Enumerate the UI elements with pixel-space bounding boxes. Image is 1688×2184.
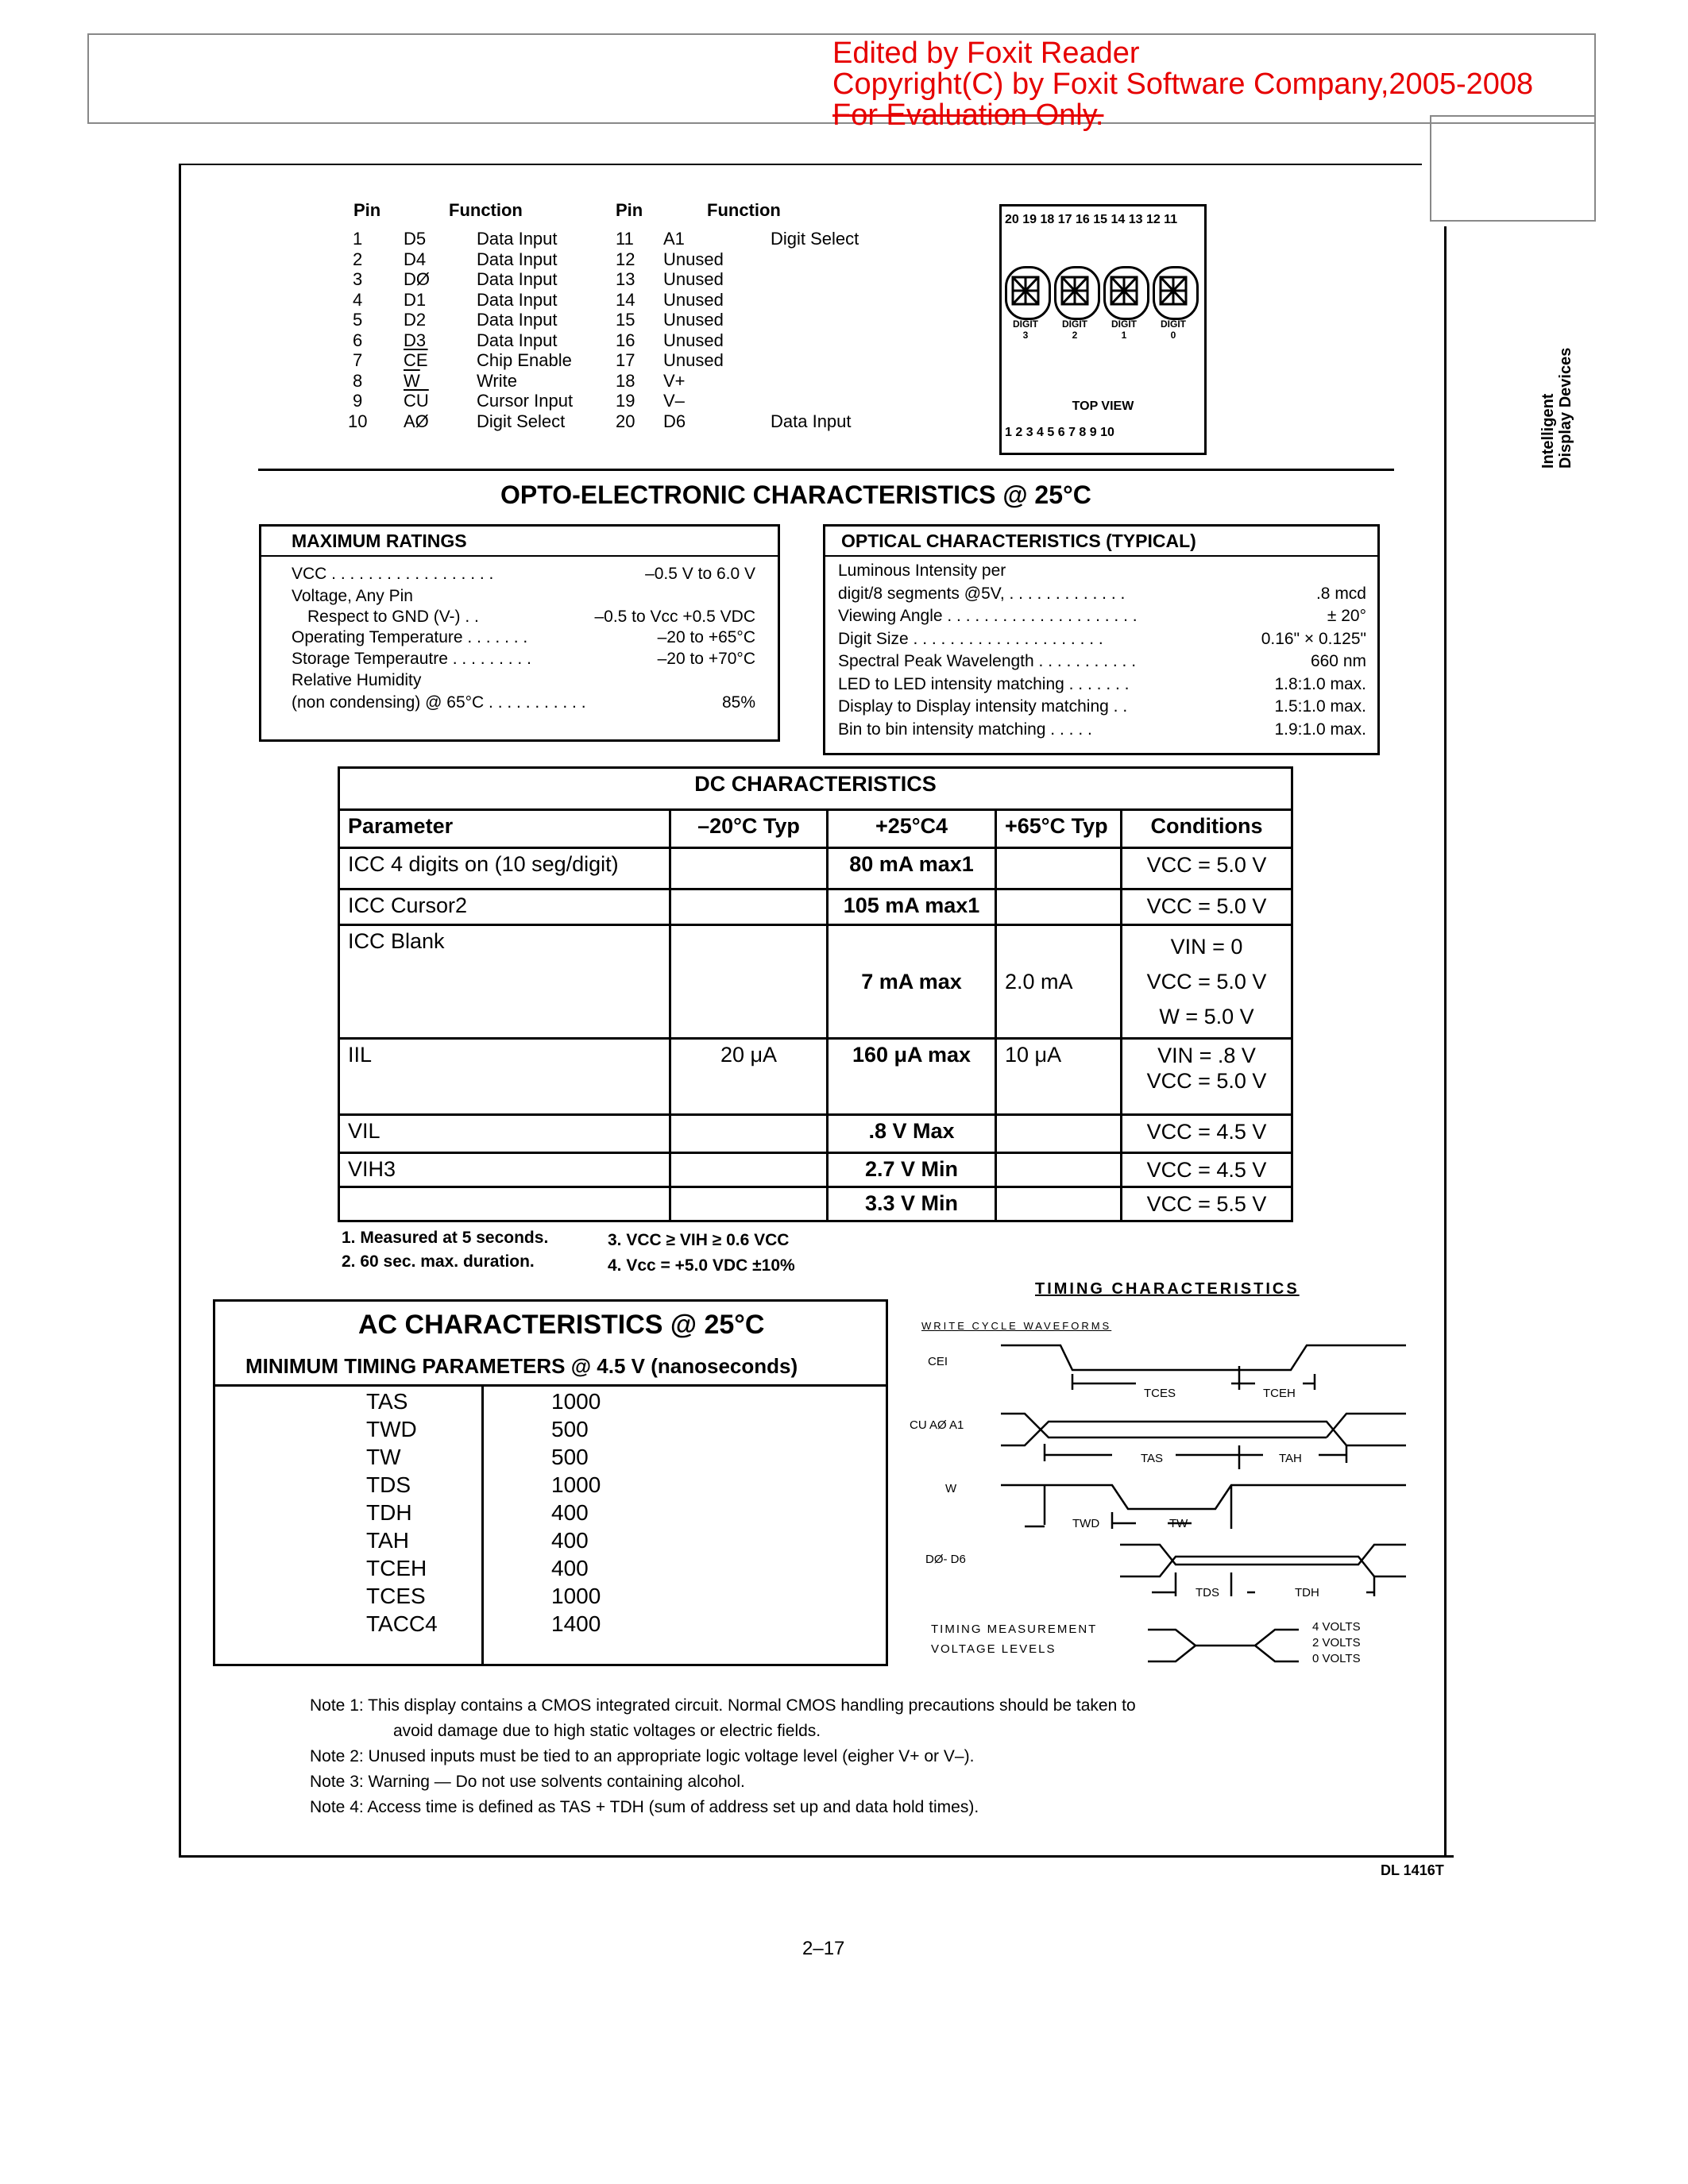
max-rating-value: –0.5 to Vcc +0.5 VDC xyxy=(594,608,755,626)
signal-w: W xyxy=(945,1482,957,1495)
pin-cell-sig: $\overline{CU}$ xyxy=(404,391,429,411)
label-tdh: TDH xyxy=(1295,1586,1319,1599)
dc-cell-m20 xyxy=(670,925,828,1039)
dc-cell-m20 xyxy=(670,848,828,889)
dc-cell-p65 xyxy=(996,1153,1122,1187)
dc-cell-conditions xyxy=(1122,1115,1292,1153)
label-tas: TAS xyxy=(1141,1452,1164,1465)
dc-cell-m20 xyxy=(670,1153,828,1187)
pin-cell-func: Data Input xyxy=(477,249,558,269)
w-waveform xyxy=(1001,1485,1406,1509)
dc-row xyxy=(339,1153,1292,1187)
pin-cell-sig2: Unused xyxy=(663,289,724,310)
ac-value: 500 xyxy=(551,1445,589,1469)
frame-bottom-border xyxy=(179,1855,1454,1858)
pin-cell-sig2: Unused xyxy=(663,269,724,289)
ac-param: TCEH xyxy=(366,1556,427,1580)
dc-cell-conditions xyxy=(1122,1187,1292,1221)
optical-value: .8 mcd xyxy=(1315,584,1366,603)
label-twd: TWD xyxy=(1072,1517,1100,1530)
dc-cell-p25: .8 V Max xyxy=(828,1115,996,1153)
volts-2: 2 VOLTS xyxy=(1312,1636,1361,1650)
pin-cell-sig: D3 xyxy=(404,330,427,350)
pin-row xyxy=(342,371,898,392)
optical-label: LED to LED intensity matching . . . . . . . xyxy=(838,674,1130,693)
pin-cell-func: Digit Select xyxy=(477,411,566,431)
optical-label: Digit Size . . . . . . . . . . . . . . . . . . . . . xyxy=(838,629,1103,648)
label-tds: TDS xyxy=(1196,1586,1219,1599)
dc-cell-param: VIH3 xyxy=(339,1153,670,1187)
pin-cell-pin: 7 xyxy=(353,350,363,370)
voltage-levels-label: VOLTAGE LEVELS xyxy=(931,1642,1056,1656)
dc-cell-p65 xyxy=(996,1115,1122,1153)
pin-cell-pin2: 16 xyxy=(616,330,635,350)
pin-cell-pin2: 14 xyxy=(616,289,635,310)
side-label-line1: Intelligent xyxy=(1539,393,1557,469)
segment-pattern xyxy=(1005,266,1203,322)
pin-row xyxy=(342,350,898,371)
ac-characteristics-box xyxy=(213,1299,888,1666)
signal-ce: CEI xyxy=(928,1355,948,1368)
display-top-view xyxy=(999,204,1207,455)
max-rating-label: (non condensing) @ 65°C . . . . . . . . . . . xyxy=(292,693,586,712)
dc-condition: VCC = 5.0 V xyxy=(1146,1069,1267,1093)
optical-box xyxy=(823,524,1380,755)
dc-row xyxy=(339,1187,1292,1221)
max-rating-value: 85% xyxy=(721,693,755,712)
dc-cell-conditions xyxy=(1122,1039,1292,1115)
max-rating-label: Storage Temperautre . . . . . . . . . xyxy=(292,650,531,668)
pin-row xyxy=(342,330,898,351)
frame-right-border xyxy=(1444,226,1447,1857)
ac-param: TDS xyxy=(366,1472,411,1497)
pin-cell-pin2: 15 xyxy=(616,310,635,330)
ac-subtitle: MINIMUM TIMING PARAMETERS @ 4.5 V (nanoseconds) xyxy=(245,1354,798,1378)
pin-cell-sig2: V– xyxy=(663,391,685,411)
pin-cell-pin: 4 xyxy=(353,289,363,310)
dc-cell-p65: 10 μA xyxy=(996,1039,1122,1115)
pin-cell-func: Data Input xyxy=(477,330,558,350)
dc-condition: VCC = 4.5 V xyxy=(1146,1120,1267,1144)
side-section-label xyxy=(1539,348,1574,469)
dc-cell-m20: 20 μA xyxy=(670,1039,828,1115)
pin-cell-sig: D4 xyxy=(404,249,427,269)
pin-cell-pin: 1 xyxy=(353,229,363,249)
pin-header-1: Pin xyxy=(353,200,381,220)
pin-cell-pin2: 13 xyxy=(616,269,635,289)
optical-value: 660 nm xyxy=(1310,652,1366,670)
optical-value: 1.9:1.0 max. xyxy=(1274,720,1366,739)
pin-cell-func2: Digit Select xyxy=(771,229,859,249)
pin-cell-pin: 10 xyxy=(348,411,368,431)
side-label-line2: Display Devices xyxy=(1557,347,1574,469)
dc-cell-param: ICC 4 digits on (10 seg/digit) xyxy=(339,848,670,889)
pin-row xyxy=(342,411,898,432)
ac-param: TAS xyxy=(366,1389,408,1414)
dc-cell-conditions xyxy=(1122,1153,1292,1187)
ce-waveform xyxy=(1001,1345,1406,1370)
pin-cell-func: Data Input xyxy=(477,269,558,289)
optical-label: Display to Display intensity matching . . xyxy=(838,697,1128,716)
max-ratings-box xyxy=(259,524,780,742)
pin-cell-pin2: 11 xyxy=(616,229,634,249)
max-rating-label: Operating Temperature . . . . . . . xyxy=(292,628,528,646)
dc-header-p65: +65°C Typ xyxy=(996,810,1122,848)
ac-value: 1400 xyxy=(551,1611,601,1636)
top-view-label: TOP VIEW xyxy=(1072,399,1134,413)
pin-row xyxy=(342,310,898,330)
dc-cell-p25: 7 mA max xyxy=(828,925,996,1039)
pin-cell-pin: 3 xyxy=(353,269,363,289)
volts-0: 0 VOLTS xyxy=(1312,1652,1361,1665)
dc-footnote-4: 4. Vcc = +5.0 VDC ±10% xyxy=(608,1256,795,1275)
ac-value: 1000 xyxy=(551,1389,601,1414)
ac-divider xyxy=(215,1384,886,1387)
dc-cell-p25: 3.3 V Min xyxy=(828,1187,996,1221)
dc-title: DC CHARACTERISTICS xyxy=(339,768,1292,810)
ac-param: TW xyxy=(366,1445,401,1469)
pin-cell-sig2: Unused xyxy=(663,249,724,269)
pin-cell-pin2: 18 xyxy=(616,370,635,391)
dc-characteristics-table xyxy=(338,766,1293,1222)
dc-cell-param: ICC Blank xyxy=(339,925,670,1039)
ac-value: 400 xyxy=(551,1528,589,1553)
pin-cell-pin: 5 xyxy=(353,310,363,330)
dc-cell-p25: 80 mA max1 xyxy=(828,848,996,889)
pin-cell-func: Data Input xyxy=(477,310,558,330)
watermark-line2: Copyright(C) by Foxit Software Company,2005-2008 xyxy=(832,68,1534,101)
dc-cell-param: VIL xyxy=(339,1115,670,1153)
ac-param: TWD xyxy=(366,1417,417,1441)
top-pin-numbers: 20 19 18 17 16 15 14 13 12 11 xyxy=(1005,213,1178,226)
dc-cell-conditions xyxy=(1122,848,1292,889)
pin-cell-sig2: D6 xyxy=(663,411,686,431)
pin-row xyxy=(342,269,898,290)
note-1-continued: avoid damage due to high static voltages or electric fields. xyxy=(393,1722,821,1740)
max-rating-value: –0.5 V to 6.0 V xyxy=(645,565,755,583)
watermark xyxy=(832,38,1533,131)
timing-measurement-label: TIMING MEASUREMENT xyxy=(931,1623,1098,1636)
ac-column-divider xyxy=(481,1384,484,1664)
pin-row xyxy=(342,290,898,311)
note-3: Note 3: Warning — Do not use solvents containing alcohol. xyxy=(310,1773,745,1791)
pin-cell-sig: D1 xyxy=(404,289,427,310)
dc-row xyxy=(339,1115,1292,1153)
optical-label: Spectral Peak Wavelength . . . . . . . . . . . xyxy=(838,652,1137,670)
dc-condition: VCC = 5.5 V xyxy=(1146,1192,1267,1216)
ac-value: 1000 xyxy=(551,1584,601,1608)
max-ratings-divider xyxy=(261,555,778,557)
label-tw: TW xyxy=(1169,1517,1188,1530)
optical-value: ± 20° xyxy=(1327,607,1366,625)
pin-cell-pin2: 19 xyxy=(616,391,635,411)
timing-title: TIMING CHARACTERISTICS xyxy=(1035,1280,1300,1298)
label-tces: TCES xyxy=(1144,1387,1176,1400)
dc-condition: VCC = 5.0 V xyxy=(1146,853,1267,877)
max-rating-label: VCC . . . . . . . . . . . . . . . . . . xyxy=(292,565,494,583)
ac-param: TCES xyxy=(366,1584,426,1608)
note-1: Note 1: This display contains a CMOS integrated circuit. Normal CMOS handling precautions should be taken to xyxy=(310,1696,1136,1715)
ac-value: 1000 xyxy=(551,1472,601,1497)
digit-label-1: DIGIT 1 xyxy=(1111,318,1137,341)
dc-condition: W = 5.0 V xyxy=(1159,1005,1254,1028)
dc-footnote-2: 2. 60 sec. max. duration. xyxy=(342,1252,535,1271)
note-2: Note 2: Unused inputs must be tied to an appropriate logic voltage level (eigher V+ or V–). xyxy=(310,1747,975,1765)
dc-cell-p65 xyxy=(996,848,1122,889)
pin-cell-sig: AØ xyxy=(404,411,429,431)
address-waveform xyxy=(1001,1414,1406,1445)
optical-value: 0.16" × 0.125" xyxy=(1261,629,1366,648)
dc-footnote-1: 1. Measured at 5 seconds. xyxy=(342,1229,549,1247)
pin-cell-pin: 9 xyxy=(353,391,363,411)
function-header-1: Function xyxy=(449,200,523,220)
optical-value: 1.5:1.0 max. xyxy=(1274,697,1366,716)
frame-left-border xyxy=(179,165,181,1857)
max-rating-value: –20 to +65°C xyxy=(657,628,755,646)
dc-header-conditions: Conditions xyxy=(1122,810,1292,848)
dc-header-parameter: Parameter xyxy=(339,810,670,848)
ac-title: AC CHARACTERISTICS @ 25°C xyxy=(358,1310,765,1340)
ac-param: TDH xyxy=(366,1500,412,1525)
pin-header-2: Pin xyxy=(616,200,643,220)
max-rating-label: Respect to GND (V-) . . xyxy=(307,608,479,626)
note-4: Note 4: Access time is defined as TAS + TDH (sum of address set up and data hold times). xyxy=(310,1798,979,1816)
label-tah: TAH xyxy=(1279,1452,1302,1465)
pin-cell-pin2: 12 xyxy=(616,249,635,269)
optical-value: 1.8:1.0 max. xyxy=(1274,674,1366,693)
pin-cell-sig2: Unused xyxy=(663,330,724,350)
pin-cell-sig: D2 xyxy=(404,310,427,330)
max-rating-value: –20 to +70°C xyxy=(657,650,755,668)
pin-cell-pin: 8 xyxy=(353,370,363,391)
ac-param: TAH xyxy=(366,1528,409,1553)
timing-subtitle: WRITE CYCLE WAVEFORMS xyxy=(921,1320,1112,1332)
pin-cell-func: Data Input xyxy=(477,289,558,310)
pin-cell-sig: $\overline{W}$ xyxy=(404,370,420,391)
dc-header-p25: +25°C4 xyxy=(828,810,996,848)
pin-cell-func: Write xyxy=(477,370,517,391)
timing-waveforms xyxy=(914,1334,1422,1668)
pin-cell-func: Chip Enable xyxy=(477,350,572,370)
dc-cell-p65: 2.0 mA xyxy=(996,925,1122,1039)
pin-cell-sig: DØ xyxy=(404,269,430,289)
data-waveform xyxy=(1120,1545,1406,1576)
pin-cell-sig: $\overline{CE}$ xyxy=(404,350,428,370)
pin-row xyxy=(342,391,898,411)
dc-cell-p25: 2.7 V Min xyxy=(828,1153,996,1187)
dc-cell-param xyxy=(339,1187,670,1221)
ac-param: TACC4 xyxy=(366,1611,438,1636)
dc-cell-conditions xyxy=(1122,925,1292,1039)
pin-cell-sig2: A1 xyxy=(663,229,685,249)
dc-cell-p65 xyxy=(996,1187,1122,1221)
pin-cell-sig2: Unused xyxy=(663,350,724,370)
dc-cell-conditions xyxy=(1122,889,1292,925)
dc-condition: VCC = 5.0 V xyxy=(1146,970,1267,994)
ac-value: 400 xyxy=(551,1556,589,1580)
pin-cell-sig2: Unused xyxy=(663,310,724,330)
pin-row xyxy=(342,249,898,270)
dc-condition: VCC = 4.5 V xyxy=(1146,1158,1267,1182)
pin-cell-sig2: V+ xyxy=(663,370,686,391)
page-number: 2–17 xyxy=(802,1938,845,1959)
function-header-2: Function xyxy=(707,200,781,220)
label-tceh: TCEH xyxy=(1263,1387,1296,1400)
pin-cell-func: Data Input xyxy=(477,229,558,249)
dc-header-m20: –20°C Typ xyxy=(670,810,828,848)
volts-4: 4 VOLTS xyxy=(1312,1620,1361,1634)
watermark-line3: For Evaluation Only. xyxy=(832,98,1104,132)
dc-row xyxy=(339,889,1292,925)
opto-title: OPTO-ELECTRONIC CHARACTERISTICS @ 25°C xyxy=(500,480,1091,509)
dc-condition: VIN = 0 xyxy=(1170,935,1243,959)
watermark-frame-corner xyxy=(1430,115,1596,222)
optical-label: Bin to bin intensity matching . . . . . xyxy=(838,720,1092,739)
pin-cell-pin2: 17 xyxy=(616,350,635,370)
section-divider xyxy=(258,469,1394,471)
dc-row xyxy=(339,1039,1292,1115)
optical-label: Luminous Intensity per xyxy=(838,561,1006,580)
bottom-pin-numbers: 1 2 3 4 5 6 7 8 9 10 xyxy=(1005,426,1114,439)
dc-cell-p65 xyxy=(996,889,1122,925)
signal-data: DØ- D6 xyxy=(925,1553,966,1566)
pin-cell-pin: 2 xyxy=(353,249,363,269)
dc-condition: VIN = .8 V xyxy=(1157,1044,1256,1067)
dc-cell-m20 xyxy=(670,889,828,925)
part-number: DL 1416T xyxy=(1381,1862,1444,1878)
pin-cell-func2: Data Input xyxy=(771,411,852,431)
max-ratings-title: MAXIMUM RATINGS xyxy=(292,531,467,551)
dc-row xyxy=(339,925,1292,1039)
max-rating-label: Voltage, Any Pin xyxy=(292,587,413,605)
optical-label: digit/8 segments @5V, . . . . . . . . . . . . . xyxy=(838,584,1126,603)
digit-label-0: DIGIT 0 xyxy=(1161,318,1186,341)
dc-row xyxy=(339,848,1292,889)
optical-label: Viewing Angle . . . . . . . . . . . . . . . . . . . . . xyxy=(838,607,1138,625)
optical-title: OPTICAL CHARACTERISTICS (TYPICAL) xyxy=(841,531,1196,551)
pin-cell-func: Cursor Input xyxy=(477,391,574,411)
dc-cell-param: IIL xyxy=(339,1039,670,1115)
pin-cell-pin2: 20 xyxy=(616,411,635,431)
signal-address: CU AØ A1 xyxy=(910,1418,964,1432)
watermark-line1: Edited by Foxit Reader xyxy=(832,37,1140,70)
dc-cell-param: ICC Cursor2 xyxy=(339,889,670,925)
dc-footnote-3: 3. VCC ≥ VIH ≥ 0.6 VCC xyxy=(608,1231,790,1249)
digit-label-3: DIGIT 3 xyxy=(1013,318,1038,341)
dc-cell-p25: 105 mA max1 xyxy=(828,889,996,925)
ac-value: 400 xyxy=(551,1500,589,1525)
optical-divider xyxy=(825,555,1377,557)
digit-label-2: DIGIT 2 xyxy=(1062,318,1087,341)
pin-row xyxy=(342,229,898,249)
dc-condition: VCC = 5.0 V xyxy=(1146,894,1267,918)
max-rating-label: Relative Humidity xyxy=(292,671,422,689)
dc-cell-m20 xyxy=(670,1187,828,1221)
pin-cell-pin: 6 xyxy=(353,330,363,350)
pin-cell-sig: D5 xyxy=(404,229,427,249)
dc-cell-m20 xyxy=(670,1115,828,1153)
frame-top-border xyxy=(179,164,1422,165)
ac-value: 500 xyxy=(551,1417,589,1441)
dc-cell-p25: 160 μA max xyxy=(828,1039,996,1115)
